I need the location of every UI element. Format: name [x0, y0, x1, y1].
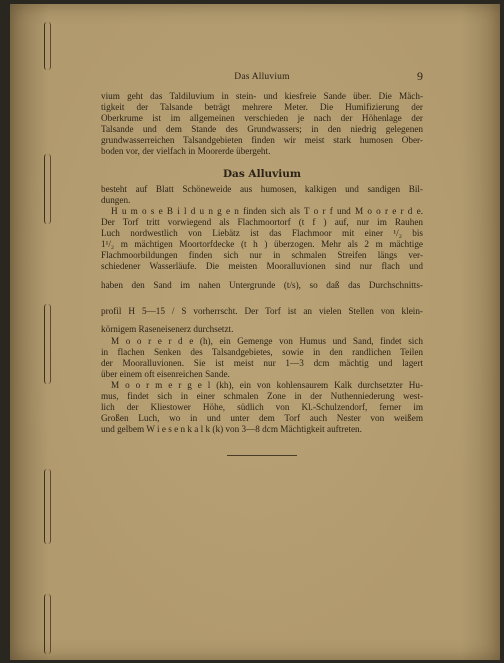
text-line: M o o r e r d e (h), ein Gemenge von Humus und Sand, findet sich — [111, 335, 423, 346]
text-line: Flachmoorbildungen finden sich nur in schmalen Streifen längs ver- — [101, 250, 423, 261]
text-line: über einem oft eisenreichen Sande. — [101, 368, 230, 379]
text-line: mus, findet sich in einer schmalen Zone in der Nuthenniederung west- — [101, 390, 423, 401]
intro-paragraph — [101, 184, 423, 206]
text-line: Oberkrume ist im allgemeinen verschieden je nach der Höhenlage der — [101, 113, 423, 124]
stitched-binding — [36, 4, 60, 660]
text-line: körnigem Raseneisenerz durchsetzt. — [101, 324, 234, 335]
text-line: Der Torf tritt vorwiegend als Flachmoortorf (t f ) auf, nur im Rauhen — [101, 216, 423, 227]
binding-stitch — [44, 22, 51, 70]
binding-stitch — [44, 304, 51, 384]
page-text — [101, 69, 423, 456]
text-line: tigkeit der Talsande beträgt mehrere Meter. Die Humifizierung der — [101, 102, 423, 113]
humose-paragraph — [101, 206, 423, 336]
text-line: dungen. — [101, 194, 131, 205]
text-line: Luch nordwestlich von Liebätz ist das Flachmoor mit einer ¹/₂ bis — [101, 228, 423, 239]
text-line: M o o r m e r g e l (kh), ein von kohlensaurem Kalk durchsetzter Hu- — [111, 379, 423, 390]
moormergel-paragraph — [101, 380, 423, 435]
section-end-rule — [227, 455, 297, 456]
binding-stitch — [44, 154, 51, 224]
text-line: lich der Kliestower Höhe, südlich von Kl.-Schulzendorf, ferner im — [101, 402, 423, 413]
text-line: besteht auf Blatt Schöneweide aus humosen, kalkigen und sandigen Bil- — [101, 183, 423, 194]
text-line: profil H 5—15 / S vorherrscht. Der Torf ist an vielen Stellen von klein- — [101, 306, 423, 317]
book-page — [10, 4, 500, 660]
binding-stitch — [44, 594, 51, 654]
text-line: vium geht das Taldiluvium in stein- und kiesfreie Sande über. Die Mäch- — [101, 91, 423, 101]
text-line: und gelbem W i e s e n k a l k (k) von 3—8 dcm Mächtigkeit auftreten. — [101, 424, 362, 435]
running-head — [101, 69, 423, 86]
text-line: in flachen Senken des Talsandgebietes, sowie in den randlichen Teilen — [101, 346, 423, 357]
page-number: 9 — [417, 69, 423, 83]
text-line: 1¹/₂ m mächtigen Moortorfdecke (t h ) überzogen. Mehr als 2 m mächtige — [101, 239, 423, 250]
text-line: der Mooralluvionen. Sie ist meist nur 1—3 dcm mächtig und lagert — [101, 357, 423, 368]
text-line: Großen Luch, wo in und unter dem Torf auch Nester von weißem — [101, 413, 423, 424]
text-line: boden vor, der vielfach in Moorerde übergeht. — [101, 146, 271, 157]
text-line: Talsande und dem Stande des Grundwassers; in den niedrig gelegenen — [101, 124, 423, 135]
text-line: schiedener Wasserläufe. Die meisten Mooralluvionen sind nur flach und — [101, 261, 423, 272]
text-line: grundwasserreichen Talsandgebieten finden wir meist stark humosen Ober- — [101, 135, 423, 146]
running-title: Das Alluvium — [234, 72, 290, 82]
binding-stitch — [44, 469, 51, 544]
text-line: H u m o s e B i l d u n g e n finden sich als T o r f und M o o r e r d e. — [111, 205, 423, 216]
moorerde-paragraph — [101, 336, 423, 380]
section-heading: Das Alluvium — [222, 167, 302, 180]
paragraph-continuation — [101, 91, 423, 158]
text-line: haben den Sand im nahen Untergrunde (t/s), so daß das Durchschnitts- — [101, 280, 423, 291]
